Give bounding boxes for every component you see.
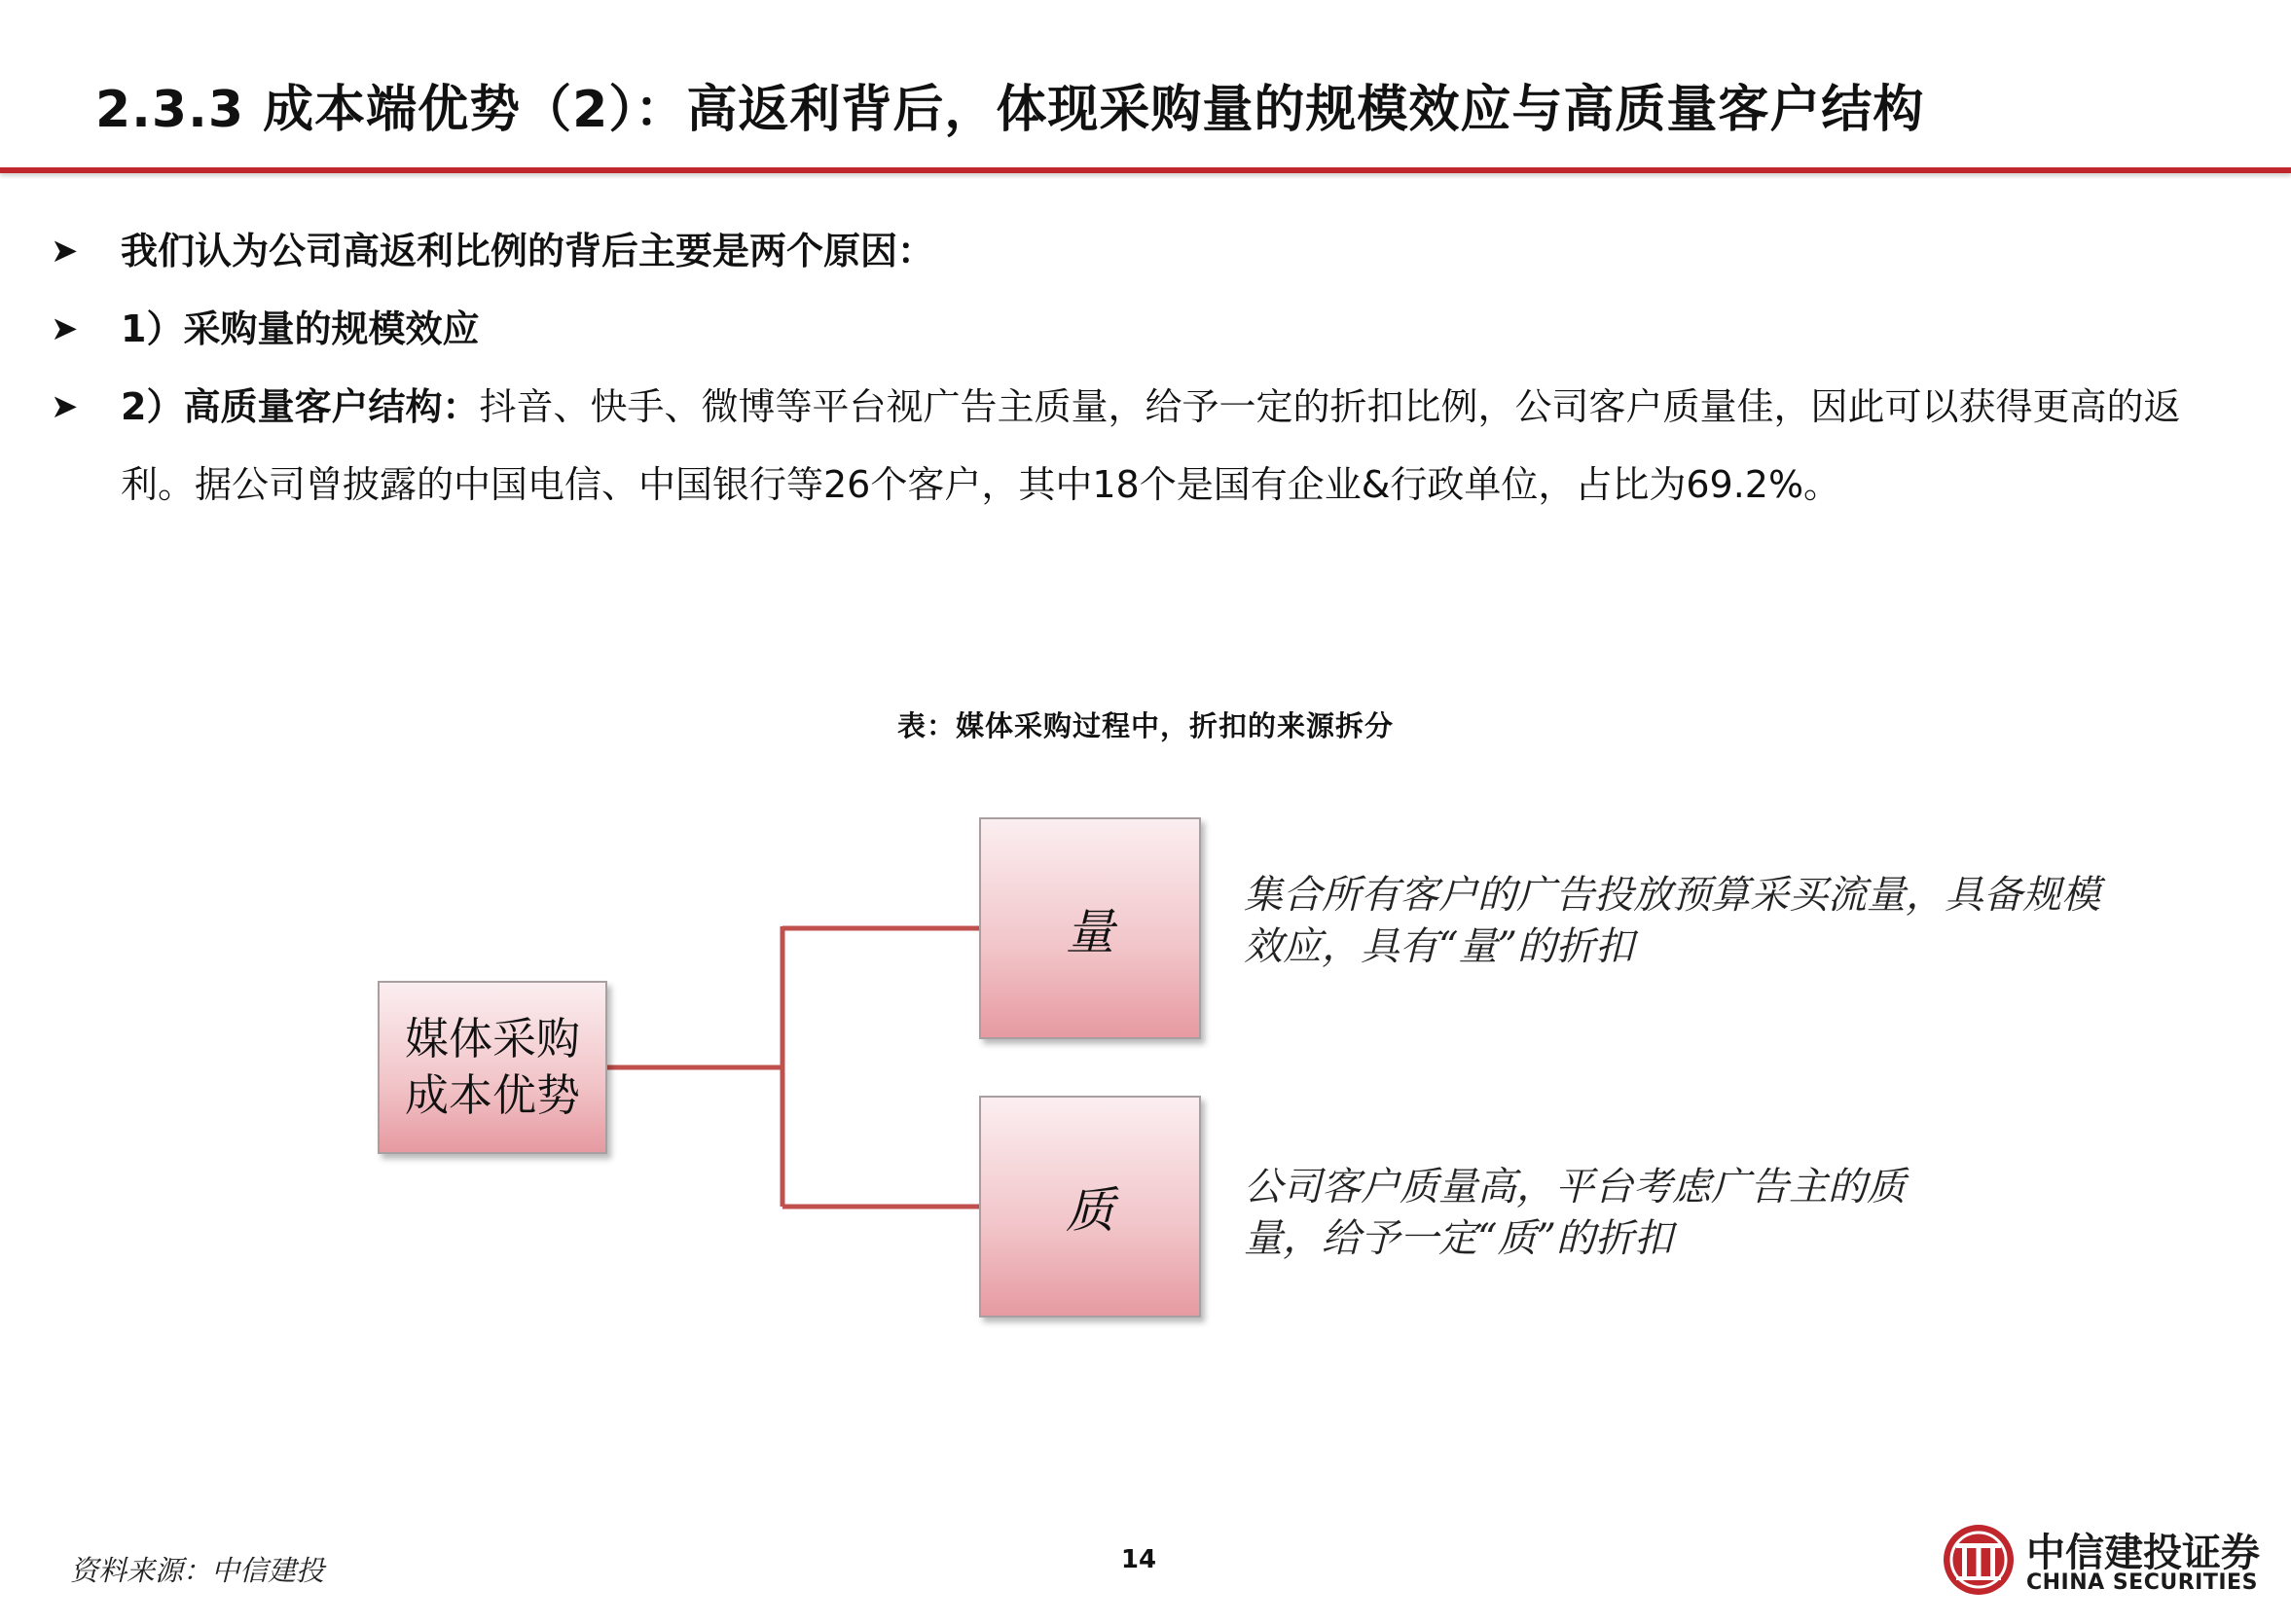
root-node [378, 981, 607, 1154]
volume-node [979, 817, 1201, 1039]
table-caption: 表：媒体采购过程中，折扣的来源拆分 [896, 709, 1394, 742]
root-node-line: 媒体采购 [404, 1013, 580, 1065]
quality-node-label: 质 [1066, 1182, 1114, 1239]
arrow-right-icon: ➤ [51, 309, 79, 348]
logo-mark-icon [1941, 1520, 2017, 1600]
page-number: 14 [1120, 1545, 1157, 1574]
arrow-right-icon: ➤ [51, 232, 79, 271]
logo-text-en: CHINA SECURITIES [2026, 1570, 2258, 1595]
quality-description: 公司客户质量高，平台考虑广告主的质量，给予一定“质”的折扣 [1244, 1165, 1906, 1261]
logo-text-cn: 中信建投证券 [2026, 1531, 2260, 1575]
volume-description: 集合所有客户的广告投放预算采买流量，具备规模效应，具有“量”的折扣 [1244, 873, 2100, 969]
bullet-text: 1）采购量的规模效应 [121, 307, 480, 350]
page-title: 2.3.3 成本端优势（2）：高返利背后，体现采购量的规模效应与高质量客户结构 [95, 81, 1925, 139]
bullet-lead: 2）高质量客户结构： [121, 385, 480, 428]
arrow-right-icon: ➤ [51, 387, 79, 426]
quality-node [979, 1096, 1201, 1317]
bullet-text: 我们认为公司高返利比例的背后主要是两个原因： [121, 230, 935, 272]
bullet-text: 抖音、快手、微博等平台视广告主质量，给予一定的折扣比例，公司客户质量佳，因此可以获得更高的返利。据公司曾披露的中国电信、中国银行等26个客户，其中18个是国有企业&行政单位，占比为69.2%。 [121, 385, 2181, 506]
company-logo [1941, 1520, 2262, 1600]
source-note: 资料来源：中信建投 [70, 1554, 325, 1587]
root-node-line: 成本优势 [404, 1069, 580, 1121]
volume-node-label: 量 [1066, 904, 1114, 960]
